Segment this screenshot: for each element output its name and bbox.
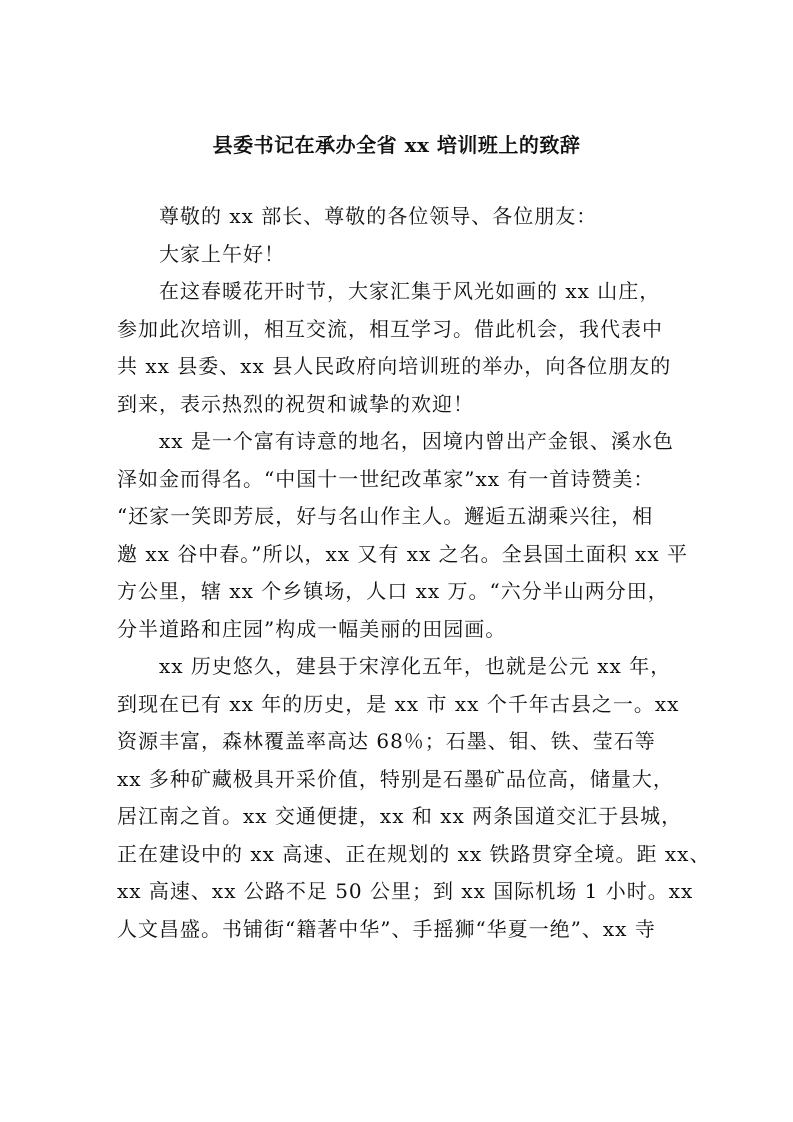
text-line: 方公里，辖 xx 个乡镇场，人口 xx 万。“六分半山两分田， [117, 579, 669, 603]
text-line: 分半道路和庄园”构成一幅美丽的田园画。 [117, 616, 507, 641]
text-line: xx 高速、xx 公路不足 50 公里；到 xx 国际机场 1 小时。xx [117, 879, 694, 903]
greeting-line: 大家上午好！ [159, 241, 285, 266]
text-line: 在这春暖花开时节，大家汇集于风光如画的 xx 山庄， [159, 279, 661, 303]
text-line: 泽如金而得名。“中国十一世纪改革家”xx 有一首诗赞美： [117, 466, 655, 491]
salutation-line: 尊敬的 xx 部长、尊敬的各位领导、各位朋友： [159, 204, 598, 228]
text-line: 资源丰富，森林覆盖率高达 68％；石墨、钼、铁、莹石等 [117, 729, 656, 753]
text-line: 人文昌盛。书铺街“籍著中华”、手摇狮“华夏一绝”、xx 寺 [117, 916, 656, 941]
document-title: 县委书记在承办全省 xx 培训班上的致辞 [212, 133, 581, 157]
text-line: 参加此次培训，相互交流，相互学习。借此机会，我代表中 [117, 316, 663, 341]
text-line: 居江南之首。xx 交通便捷，xx 和 xx 两条国道交汇于县城， [117, 804, 683, 828]
text-line: 共 xx 县委、xx 县人民政府向培训班的举办，向各位朋友的 [117, 354, 672, 378]
text-line: “还家一笑即芳辰，好与名山作主人。邂逅五湖乘兴往，相 [117, 504, 654, 528]
text-line: xx 是一个富有诗意的地名，因境内曾出产金银、溪水色 [159, 429, 674, 453]
text-line: 到来，表示热烈的祝贺和诚挚的欢迎！ [117, 391, 474, 416]
text-line: 邀 xx 谷中春。”所以，xx 又有 xx 之名。全县国土面积 xx 平 [117, 541, 688, 566]
document-body [117, 198, 711, 948]
text-line: 正在建设中的 xx 高速、正在规划的 xx 铁路贯穿全境。距 xx、 [117, 841, 711, 866]
text-line: 到现在已有 xx 年的历史，是 xx 市 xx 个千年古县之一。xx [117, 691, 680, 716]
text-line: xx 多种矿藏极具开采价值，特别是石墨矿品位高，储量大， [117, 766, 674, 791]
text-line: xx 历史悠久，建县于宋淳化五年，也就是公元 xx 年， [159, 654, 672, 678]
